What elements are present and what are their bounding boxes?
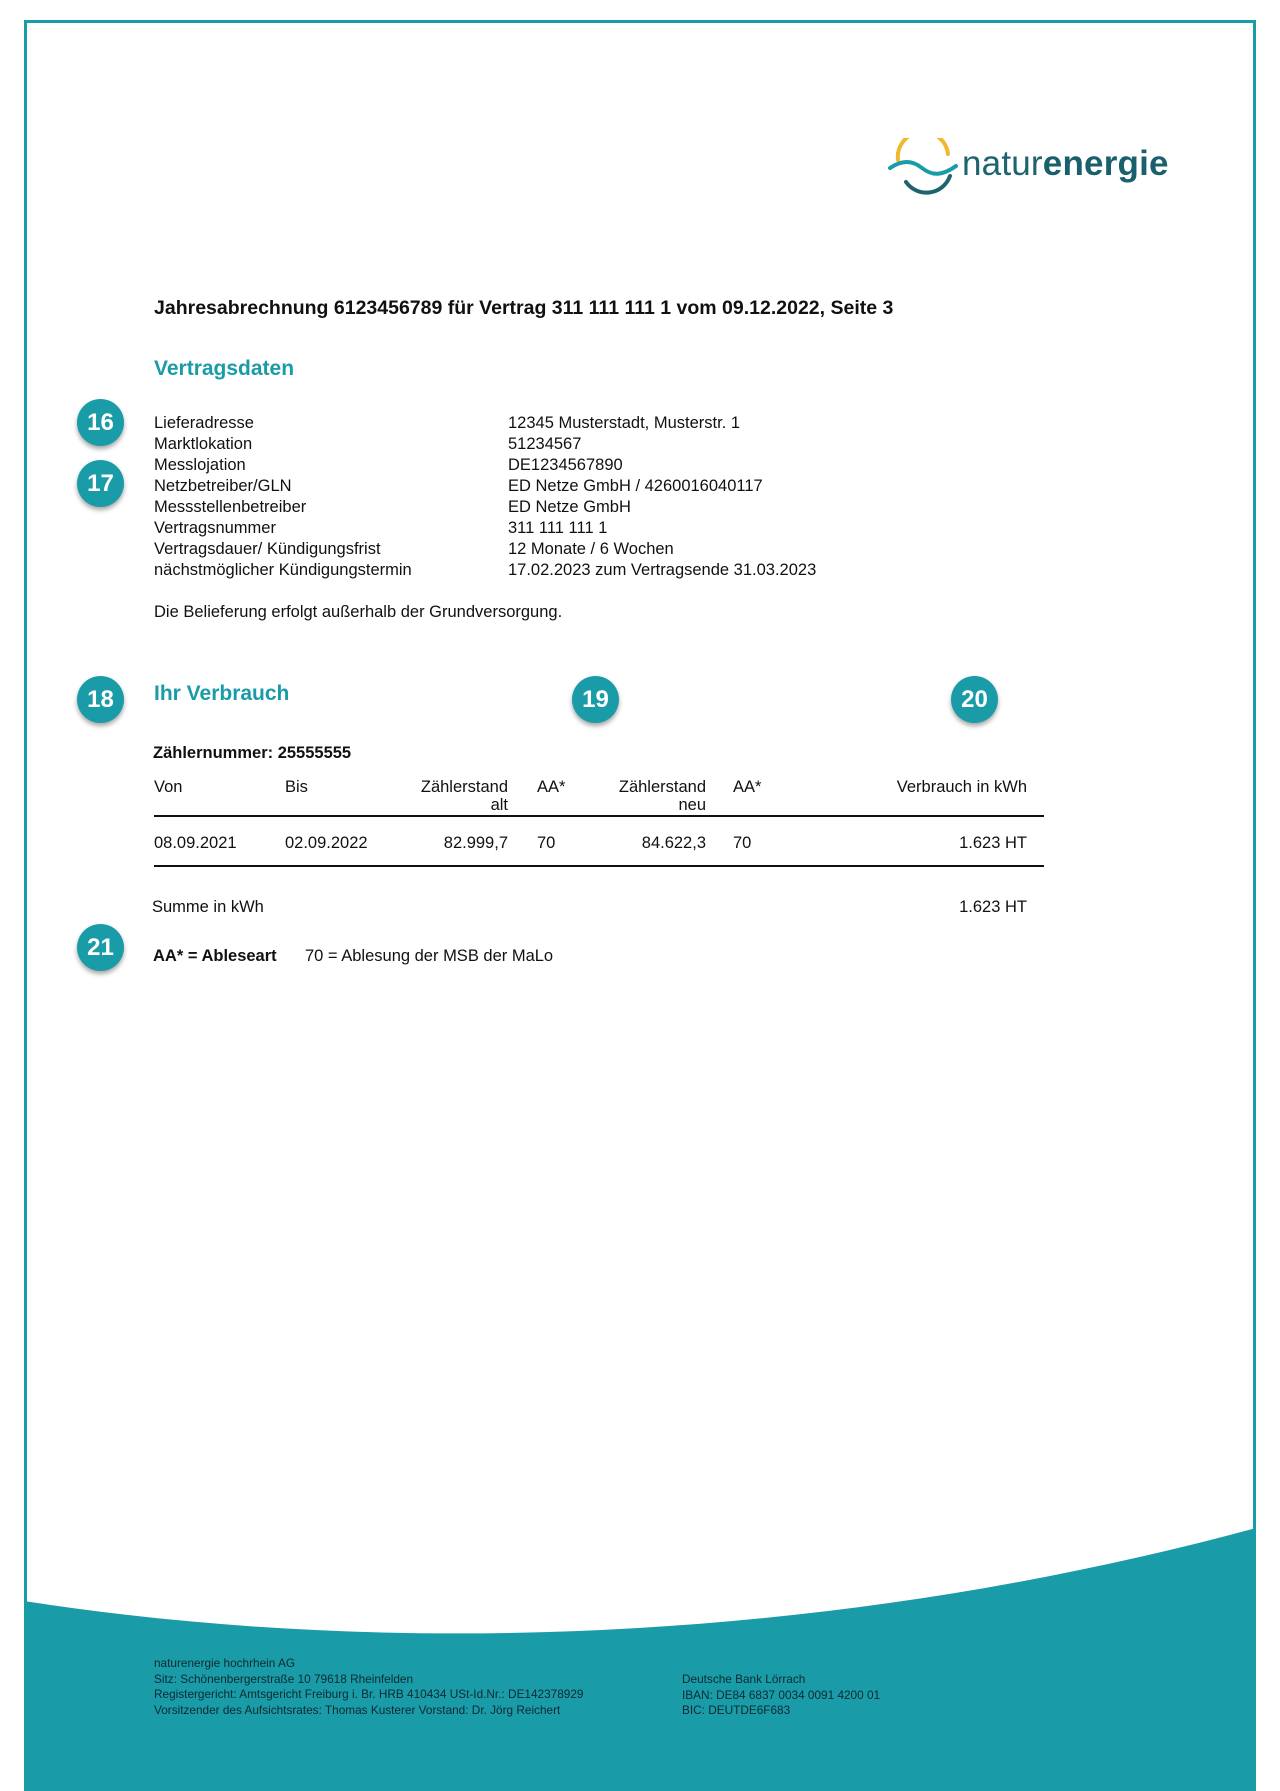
badge-19: 19	[572, 676, 619, 723]
brand-logo	[888, 138, 1169, 200]
col-header-aa-1: AA*	[537, 778, 566, 796]
logo-wave-icon	[888, 138, 958, 200]
cell-stand-neu: 84.622,3	[641, 834, 706, 852]
brand-wordmark: naturenergie	[962, 144, 1169, 183]
sum-value: 1.623 HT	[959, 898, 1027, 916]
sum-label: Summe in kWh	[152, 898, 264, 916]
cell-aa-2: 70	[733, 834, 752, 852]
badge-18: 18	[77, 676, 124, 723]
footer-bank-info: Deutsche Bank Lörrach IBAN: DE84 6837 0034 0091 4200 01 BIC: DEUTDE6F683	[682, 1672, 881, 1717]
contract-heading: Vertragsdaten	[154, 357, 295, 380]
cell-bis: 02.09.2022	[285, 834, 368, 852]
table-header-rule	[154, 815, 1044, 817]
table-footer-rule	[154, 865, 1044, 867]
cell-aa-1: 70	[537, 834, 556, 852]
page-title: Jahresabrechnung 6123456789 für Vertrag 311 111 111 1 vom 09.12.2022, Seite 3	[154, 297, 894, 319]
cell-von: 08.09.2021	[154, 834, 237, 852]
badge-17: 17	[77, 460, 124, 507]
badge-16: 16	[77, 399, 124, 446]
col-header-bis: Bis	[285, 778, 308, 796]
legend-text: 70 = Ablesung der MSB der MaLo	[305, 947, 554, 965]
badge-21: 21	[77, 924, 124, 971]
badge-20: 20	[951, 676, 998, 723]
legend-label: AA* = Ableseart	[153, 947, 277, 965]
meter-number: Zählernummer: 25555555	[153, 744, 352, 762]
footer-company-info: naturenergie hochrhein AG Sitz: Schönenbergerstraße 10 79618 Rheinfelden Registergericht: Amtsgericht Freiburg i. Br. HRB 410434 USt-Id.Nr.: DE142378929 Vorsitzender des Aufsichtsrates: Thomas Kusterer Vorstand: Dr. Jörg Reichert	[154, 1656, 584, 1717]
col-header-stand-neu: Zählerstand neu	[618, 778, 706, 814]
consumption-heading: Ihr Verbrauch	[154, 682, 290, 705]
cell-stand-alt: 82.999,7	[443, 834, 508, 852]
col-header-von: Von	[154, 778, 183, 796]
col-header-stand-alt: Zählerstand alt	[420, 778, 508, 814]
supply-note: Die Belieferung erfolgt außerhalb der Grundversorgung.	[154, 603, 563, 621]
footer-wave	[24, 1500, 1256, 1791]
col-header-aa-2: AA*	[733, 778, 762, 796]
cell-verbrauch: 1.623 HT	[959, 834, 1027, 852]
col-header-verbrauch: Verbrauch in kWh	[896, 778, 1027, 796]
